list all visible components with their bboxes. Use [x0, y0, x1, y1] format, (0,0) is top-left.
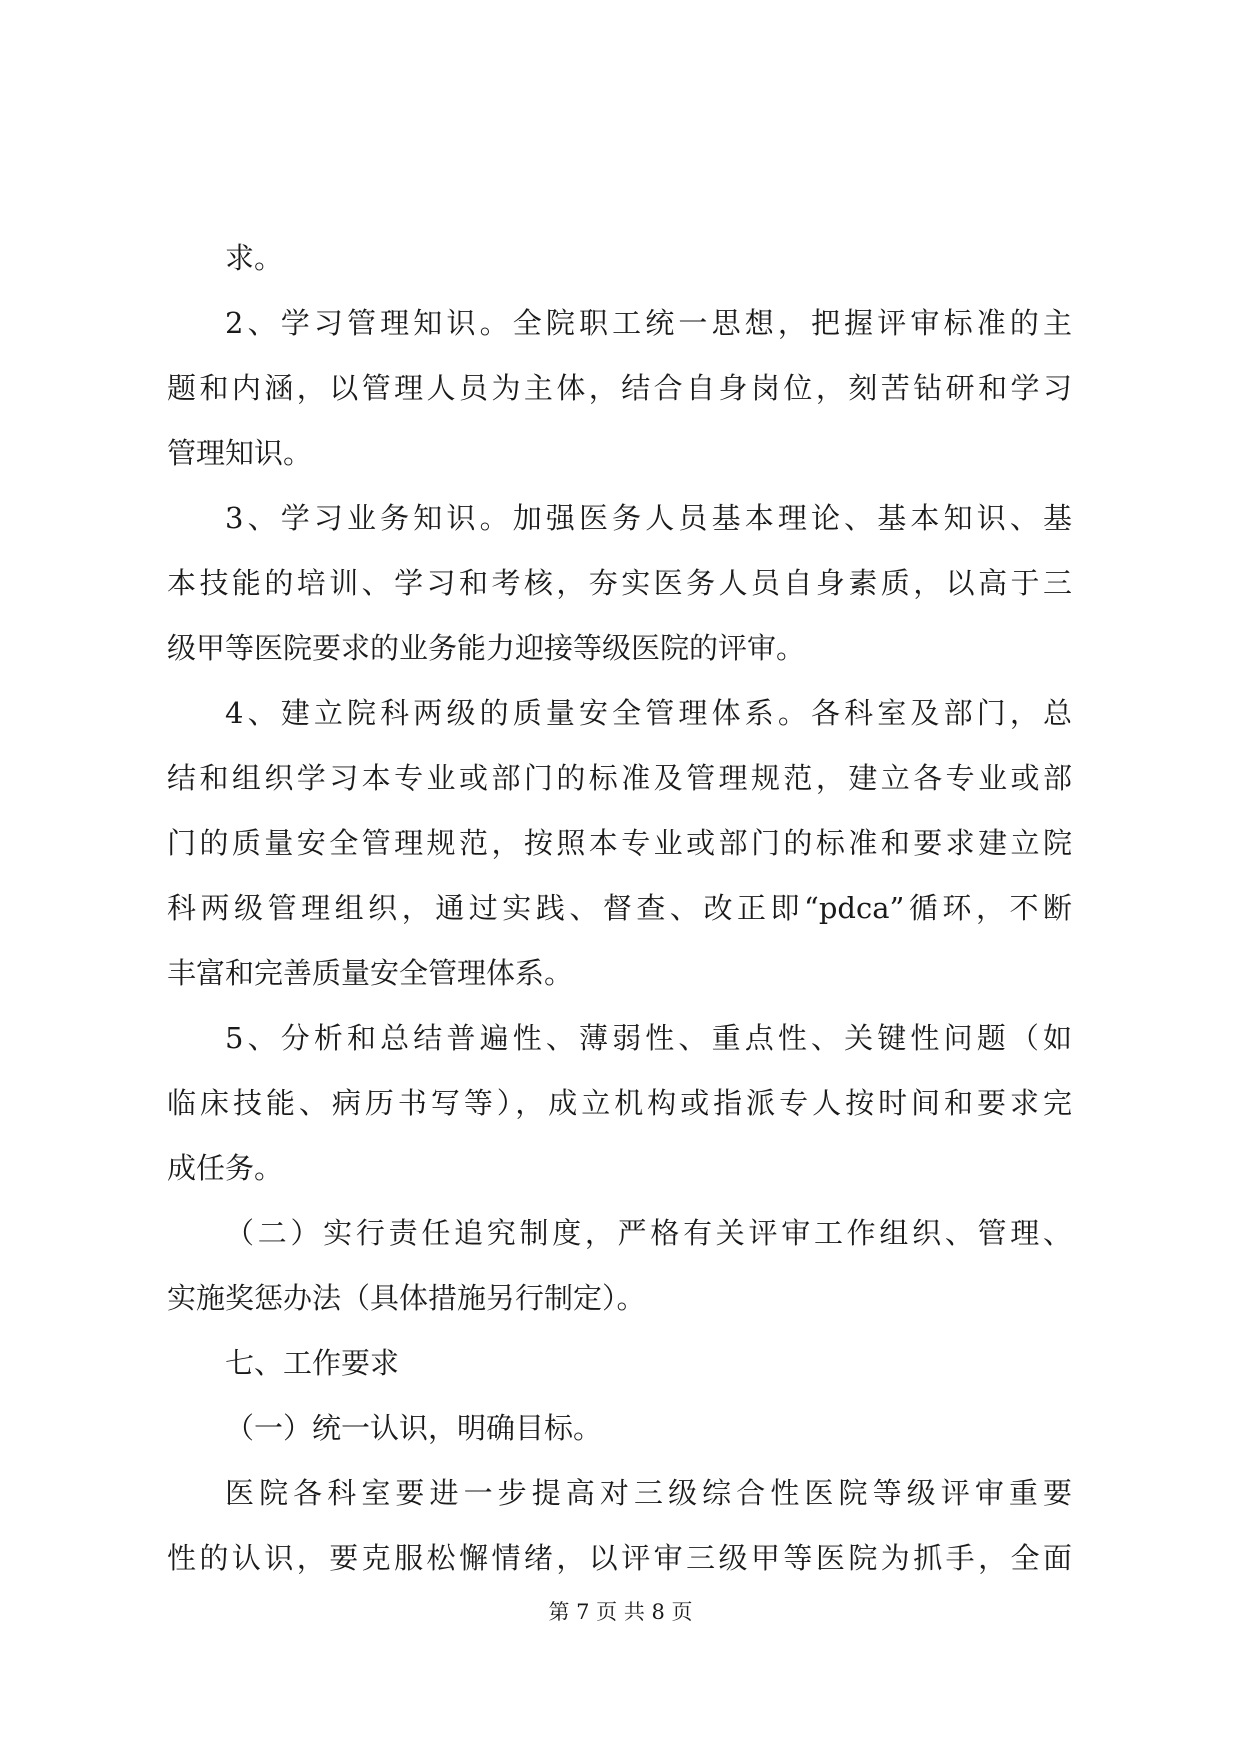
text-line: 5、分析和总结普遍性、薄弱性、重点性、关键性问题（如 — [225, 1021, 1072, 1055]
text-line: 科两级管理组织，通过实践、督查、改正即“pdca”循环，不断 — [167, 891, 1072, 925]
text-line: 成任务。 — [167, 1151, 284, 1185]
document-body — [167, 226, 1072, 1591]
text-line: 门的质量安全管理规范，按照本专业或部门的标准和要求建立院 — [167, 826, 1072, 860]
text-line: 丰富和完善质量安全管理体系。 — [167, 956, 574, 990]
text-line: 管理知识。 — [167, 436, 313, 470]
text-line: 结和组织学习本专业或部门的标准及管理规范，建立各专业或部 — [167, 761, 1072, 795]
text-line: 2、学习管理知识。全院职工统一思想，把握评审标准的主 — [225, 306, 1072, 340]
text-line: 本技能的培训、学习和考核，夯实医务人员自身素质，以高于三 — [167, 566, 1072, 600]
text-line: 临床技能、病历书写等），成立机构或指派专人按时间和要求完 — [167, 1086, 1072, 1120]
text-line: 求。 — [225, 241, 284, 275]
text-line: （一）统一认识，明确目标。 — [225, 1411, 603, 1445]
text-line: 医院各科室要进一步提高对三级综合性医院等级评审重要 — [225, 1476, 1072, 1510]
text-line: 实施奖惩办法（具体措施另行制定）。 — [167, 1281, 646, 1315]
text-line: 4、建立院科两级的质量安全管理体系。各科室及部门，总 — [225, 696, 1072, 730]
text-line: 题和内涵，以管理人员为主体，结合自身岗位，刻苦钻研和学习 — [167, 371, 1072, 405]
text-line: 级甲等医院要求的业务能力迎接等级医院的评审。 — [167, 631, 806, 665]
text-line: 七、工作要求 — [225, 1346, 400, 1380]
text-line: 3、学习业务知识。加强医务人员基本理论、基本知识、基 — [225, 501, 1072, 535]
text-line: （二）实行责任追究制度，严格有关评审工作组织、管理、 — [225, 1216, 1072, 1250]
page-number-footer: 第 7 页 共 8 页 — [548, 1600, 693, 1624]
text-line: 性的认识，要克服松懈情绪，以评审三级甲等医院为抓手，全面 — [167, 1541, 1072, 1575]
